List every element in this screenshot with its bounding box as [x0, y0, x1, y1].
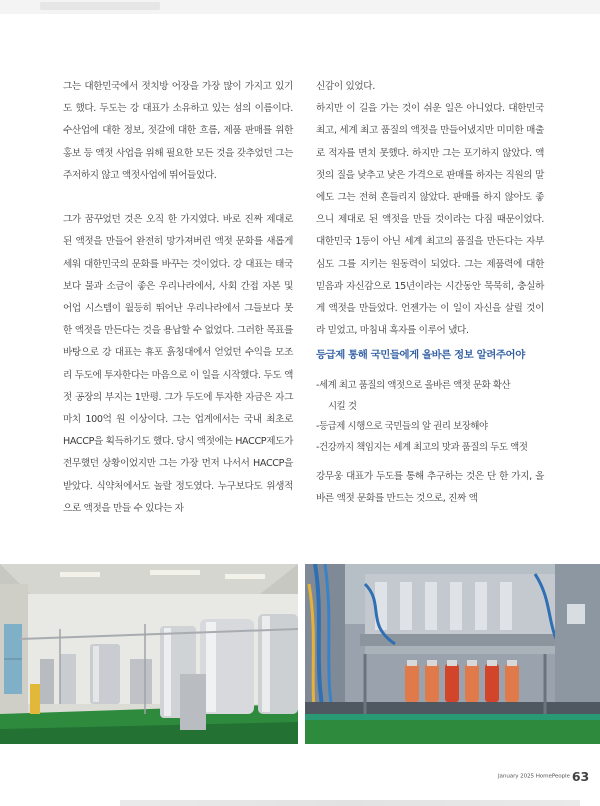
bullet-item: -등급제 시행으로 국민들의 알 권리 보장해야 [316, 421, 488, 432]
page-number: 63 [571, 769, 590, 784]
section-body: 강무웅 대표가 두도를 통해 추구하는 것은 단 한 가지, 올바른 액젓 문화를 만드는 것으로, 진짜 액 [316, 471, 544, 505]
page-bottom-edge [120, 800, 580, 806]
bullet-item: -세계 최고 품질의 액젓으로 올바른 액젓 문화 확산 [316, 380, 511, 391]
page-top-edge [0, 0, 600, 14]
right-column [316, 76, 544, 342]
paragraph: 하지만 이 길을 가는 것이 쉬운 일은 아니었다. 대한민국 최고, 세계 최고 품질의 액젓을 만들어냈지만 미미한 매출로 적자를 면치 못했다. 하지만 그는 포기하지 않았다. 액젓의 질을 낮추고 낮은 가격으로 판매를 하자는 직원의 말에도 그는 전혀 흔들리지 않았다. 판매를 하지 않아도 좋으니 제대로 된 액젓을 만들 것이라는 다짐 때문이었다. 대한민국 1등이 아닌 세계 최고의 품질을 만든다는 자부심도 그를 지키는 원동력이 되었다. 그는 제품력에 대한 믿음과 자신감으로 15년이라는 시간동안 묵묵히, 충실하게 액젓을 만들었다. 언젠가는 이 일이 자신을 살릴 것이라 믿었고, 마침내 흑자를 이루어 냈다. [316, 103, 544, 337]
left-column [63, 76, 293, 520]
section-heading: 등급제 통해 국민들에게 올바른 정보 알려주어야 [316, 349, 525, 361]
paragraph: 그가 꿈꾸었던 것은 오직 한 가지였다. 바로 진짜 제대로 된 액젓을 만들어 완전히 망가져버린 액젓 문화를 새롭게 세워 대한민국의 문화를 바꾸는 것이었다. 강 대표는 태국보다 물과 소금이 좋은 우리나라에서, 사회 간접 자본 및 어업 시스템이 월등히 뛰어난 우리나라에서 그들보다 못한 액젓을 만든다는 것을 용납할 수 없었다. 그러한 목표를 바탕으로 강 대표는 휴포 흙칭대에서 얻었던 수익을 모조리 두도에 투자한다는 마음으로 이 일을 시작했다. 두도 액젓 공장의 부지는 1만평. 그가 두도에 투자한 자금은 자그마치 100억 원 이상이다. 그는 업계에서는 국내 최초로 HACCP을 획득하기도 했다. 당시 액젓에는 HACCP제도가 전무했던 상황이었지만 그는 가장 먼저 나서서 HACCP을 받았다. 식약처에서도 놀랄 정도였다. 누구보다도 위생적으로 액젓을 만들 수 있다는 자 [63, 214, 293, 514]
top-mark [40, 2, 160, 10]
tank-room-photo [0, 564, 298, 744]
bullet-item-continued: 시킬 것 [328, 400, 357, 412]
bullet-list [316, 376, 548, 458]
bullet-item: -건강까지 책임지는 세계 최고의 맛과 품질의 두도 액젓 [316, 441, 528, 453]
page-folio [498, 766, 589, 785]
paragraph: 신감이 있었다. [316, 81, 375, 92]
bottling-line-photo [305, 564, 600, 744]
issue-label: January 2025 HomePeople [498, 773, 570, 780]
paragraph: 그는 대한민국에서 젓치방 어장을 가장 많이 가지고 있기도 했다. 두도는 강 대표가 소유하고 있는 섬의 이름이다. 수산업에 대한 정보, 젓갈에 대한 흐름, 제품 판매를 위한 홍보 등 액젓 사업을 위해 필요한 모든 것을 갖추었던 그는 주저하지 않고 액젓사업에 뛰어들었다. [63, 81, 293, 181]
